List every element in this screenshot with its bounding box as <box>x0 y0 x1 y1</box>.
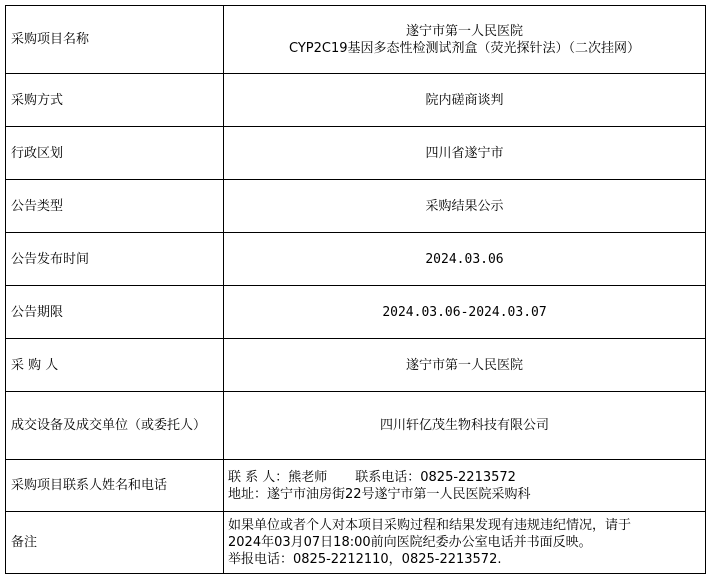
row-label-region: 行政区划 <box>6 127 224 180</box>
table-row <box>6 392 706 460</box>
contact-person: 联 系 人：熊老师 <box>228 469 328 485</box>
row-label-publish-time: 公告发布时间 <box>6 233 224 286</box>
row-value-procurement-method: 院内磋商谈判 <box>224 74 706 127</box>
project-name-line2: CYP2C19基因多态性检测试剂盒（荧光探针法）（二次挂网） <box>288 40 641 56</box>
table-row <box>6 286 706 339</box>
table-row <box>6 180 706 233</box>
project-name-line1: 遂宁市第一人民医院 <box>405 23 523 39</box>
row-value-publish-time: 2024.03.06 <box>224 233 706 286</box>
row-value-purchaser: 遂宁市第一人民医院 <box>224 339 706 392</box>
row-label-winning-supplier: 成交设备及成交单位（或委托人） <box>6 392 224 460</box>
row-value-winning-supplier: 四川轩亿茂生物科技有限公司 <box>224 392 706 460</box>
row-label-procurement-method: 采购方式 <box>6 74 224 127</box>
table-row <box>6 6 706 74</box>
row-label-purchaser: 采 购 人 <box>6 339 224 392</box>
row-value-region: 四川省遂宁市 <box>224 127 706 180</box>
table-row <box>6 339 706 392</box>
remarks-line2: 2024年03月07日18:00前向医院纪委办公室电话并书面反映。 <box>228 535 592 550</box>
row-label-contact: 采购项目联系人姓名和电话 <box>6 460 224 512</box>
table-row <box>6 460 706 512</box>
row-value-project-name <box>224 6 706 74</box>
table-row <box>6 233 706 286</box>
row-value-contact <box>224 460 706 512</box>
row-label-project-name: 采购项目名称 <box>6 6 224 74</box>
contact-address: 地址：遂宁市油房街22号遂宁市第一人民医院采购科 <box>228 486 531 502</box>
table-row <box>6 512 706 574</box>
table-row <box>6 127 706 180</box>
row-value-notice-type: 采购结果公示 <box>224 180 706 233</box>
remarks-line1: 如果单位或者个人对本项目采购过程和结果发现有违规违纪情况，请于 <box>228 518 632 533</box>
row-label-remarks: 备注 <box>6 512 224 574</box>
announcement-table <box>5 5 706 574</box>
table-row <box>6 74 706 127</box>
row-value-notice-period: 2024.03.06-2024.03.07 <box>224 286 706 339</box>
row-value-remarks <box>224 512 706 574</box>
row-label-notice-type: 公告类型 <box>6 180 224 233</box>
remarks-line3: 举报电话：0825-2212110，0825-2213572. <box>228 552 502 567</box>
contact-phone: 联系电话：0825-2213572 <box>355 469 516 485</box>
row-label-notice-period: 公告期限 <box>6 286 224 339</box>
contact-line <box>228 469 701 486</box>
